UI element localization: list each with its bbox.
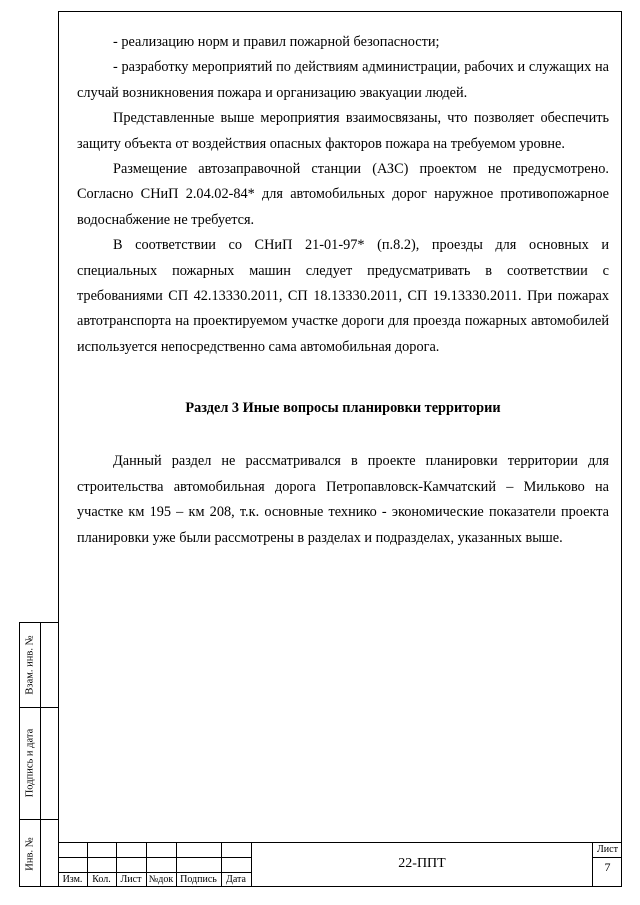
side-stamp-values — [41, 623, 59, 886]
sheet-label: Лист — [593, 843, 622, 858]
sheet-cell — [593, 843, 622, 887]
title-block — [58, 842, 622, 887]
side-label: Инв. № — [24, 836, 36, 871]
column-label-sheet: Лист — [120, 874, 142, 885]
paragraph: Представленные выше мероприятия взаимосвязаны, что позволяет обеспечить защиту объекта от воздействия опасных факторов пожара на требуемом уровне. — [77, 110, 609, 152]
side-divider — [20, 707, 59, 708]
paragraph: - разработку мероприятий по действиям администрации, рабочих и служащих на случай возникновения пожара и организацию эвакуации людей. — [77, 59, 609, 101]
side-divider — [20, 819, 59, 820]
side-stamp — [19, 622, 58, 887]
side-cell-signature-date — [20, 707, 40, 819]
sheet-number: 7 — [604, 860, 611, 874]
column-label-date: Дата — [226, 874, 246, 885]
column-label-signature: Подпись — [180, 874, 217, 885]
side-label: Подпись и дата — [24, 728, 36, 798]
side-cell-replace-inv — [20, 623, 40, 707]
side-stamp-labels — [20, 623, 41, 886]
column-label-doc-number: №док — [148, 874, 174, 885]
paragraph: В соответствии со СНиП 21-01-97* (п.8.2), проезды для основных и специальных пожарных машин следует предусматривать в соответствии с требованиями СП 42.13330.2011, СП 18.13330.2011, СП 19.13330.2011. При пожарах автотранспорта на проектируемом участке дороги для проезда пожарных автомобилей используется непосредственно сама автомобильная дорога. — [77, 237, 609, 355]
paragraph: Данный раздел не рассматривался в проекте планировки территории для строительства автомобильная дорога Петропавловск-Камчатский – Мильково на участке км 195 – км 208, т.к. основные технико - экономические показатели проекта планировки уже были рассмотрены в разделах и подразделах, указанных выше. — [77, 453, 609, 546]
document-body — [77, 30, 609, 551]
paragraph: Размещение автозаправочной станции (АЗС) проектом не предусмотрено. Согласно СНиП 2.04.02-84* для автомобильных дорог наружное противопожарное водоснабжение не требуется. — [77, 161, 609, 228]
section-heading: Раздел 3 Иные вопросы планировки территории — [185, 400, 501, 417]
revision-grid — [58, 843, 251, 887]
side-cell-inv-number — [20, 819, 40, 888]
column-label-change: Изм. — [62, 874, 83, 885]
document-code-cell — [251, 843, 593, 887]
document-code: 22-ППТ — [398, 856, 446, 871]
column-label-count: Кол. — [92, 874, 111, 885]
side-label: Взам. инв. № — [24, 635, 36, 695]
paragraph: - реализацию норм и правил пожарной безопасности; — [113, 34, 440, 50]
